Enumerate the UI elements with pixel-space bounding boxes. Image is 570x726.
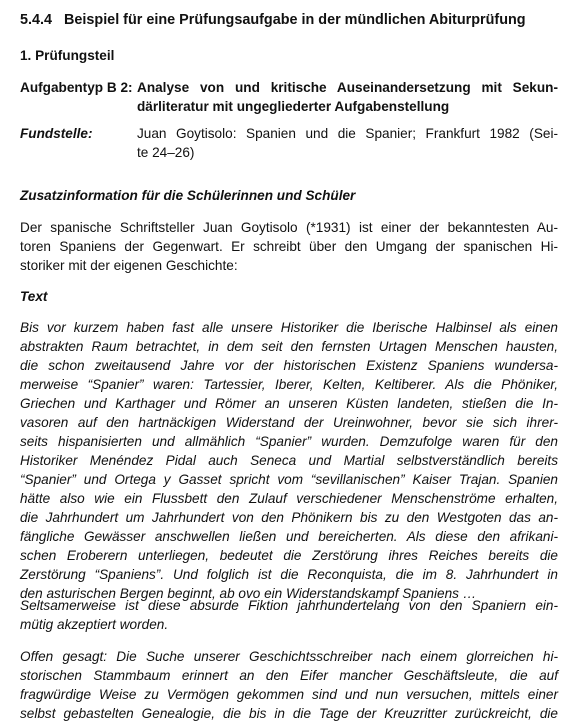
text-line: Offen gesagt: Die Suche unserer Geschichtsschreiber nach einem glorreichen hi- xyxy=(20,649,558,664)
text-line: vasoren auf den hartnäckigen Widerstand der Ureinwohner, bevor sie sich ihrer- xyxy=(20,415,558,430)
task-type-line: Analyse von und kritische Auseinandersetzung mit Sekun- xyxy=(137,80,558,95)
text-line: storischen Stammbaum erinnert an den Eifer mancher Geschäftsleute, die auf xyxy=(20,668,558,683)
text-line: den asturischen Bergen beginnt, ab ovo ein Widerstandskampf Spaniens … xyxy=(20,586,477,601)
info-line: Der spanische Schriftsteller Juan Goytisolo (*1931) ist einer der bekanntesten Au- xyxy=(20,220,558,235)
text-line: die schon zweitausend Jahre vor der historischen Existenz Spaniens wundersa- xyxy=(20,358,558,373)
text-line: Bis vor kurzem haben fast alle unsere Historiker die Iberische Halbinsel als einen xyxy=(20,320,558,335)
text-line: hätte also wie ein Flussbett den Zulauf verschiedener Menschenströme erhalten, xyxy=(20,491,558,506)
text-line: Seltsamerweise ist diese absurde Fiktion jahrhundertelang von den Spaniern ein- xyxy=(20,598,558,613)
source-label: Fundstelle: xyxy=(20,126,93,141)
text-line: selbst gebastelten Genealogie, die bis in die Tage der Kreuzritter zurückreicht, die xyxy=(20,706,558,721)
source-line: te 24–26) xyxy=(137,145,195,160)
info-paragraph xyxy=(20,218,558,275)
task-type-label: Aufgabentyp B 2: xyxy=(20,80,133,95)
text-line: fragwürdige Weise zu Vermögen gekommen sind und nun versuchen, mittels einer xyxy=(20,687,558,702)
text-line: Zerstörung “Spaniens”. Und folglich ist die Reconquista, die im 8. Jahrhundert in xyxy=(20,567,558,582)
text-line: “Spanier” und Ortega y Gasset spricht vom “sevillanischen” Kaiser Trajan. Spanien xyxy=(20,472,558,487)
source-line: Juan Goytisolo: Spanien und die Spanier; Frankfurt 1982 (Sei- xyxy=(137,126,558,141)
text-line: fängliche Gewässer anschwellen ließen und bereicherten. Als diese den afrikani- xyxy=(20,529,558,544)
text-paragraph-3 xyxy=(20,647,558,723)
info-line: toren Spaniens der Gegenwart. Er schreibt über den Umgang der spanischen Hi- xyxy=(20,239,558,254)
section-heading xyxy=(20,10,558,30)
info-line: storiker mit der eigenen Geschichte: xyxy=(20,258,238,273)
text-line: mütig akzeptiert worden. xyxy=(20,617,169,632)
source-block xyxy=(20,124,558,162)
text-line: die Jahrhundert um Jahrhundert von den Phönikern bis zu den Westgoten das an- xyxy=(20,510,558,525)
section-number: 5.4.4 xyxy=(20,12,53,28)
section-title: Beispiel für eine Prüfungsaufgabe in der mündlichen Abiturprüfung xyxy=(64,12,526,28)
source-text xyxy=(137,124,558,162)
text-line: Historiker Menéndez Pidal auch Seneca und Martial selbstverständlich bereits xyxy=(20,453,558,468)
text-heading: Text xyxy=(20,289,48,304)
text-line: schen Eroberern unterliegen, bedeutet die Zerstörung ihres Reiches bereits die xyxy=(20,548,558,563)
text-paragraph-1 xyxy=(20,318,558,603)
text-line: abstrakten Raum betrachtet, in dem seit den fernsten Urtagen Menschen hausten, xyxy=(20,339,558,354)
text-line: seits hispanisierten und allmählich “Spanier” wurden. Demzufolge waren für den xyxy=(20,434,558,449)
text-paragraph-2 xyxy=(20,596,558,634)
part-heading: 1. Prüfungsteil xyxy=(20,48,115,63)
task-type-text xyxy=(137,78,558,116)
task-type-line: därliteratur mit ungegliederter Aufgabenstellung xyxy=(137,99,450,114)
text-line: merweise “Spanier” waren: Tartessier, Iberer, Kelten, Keltiberer. Als die Phöniker, xyxy=(20,377,558,392)
task-type-block xyxy=(20,78,558,116)
info-heading: Zusatzinformation für die Schülerinnen und Schüler xyxy=(20,188,356,203)
text-line: Griechen und Karthager und Römer an unseren Küsten landeten, stießen die In- xyxy=(20,396,558,411)
